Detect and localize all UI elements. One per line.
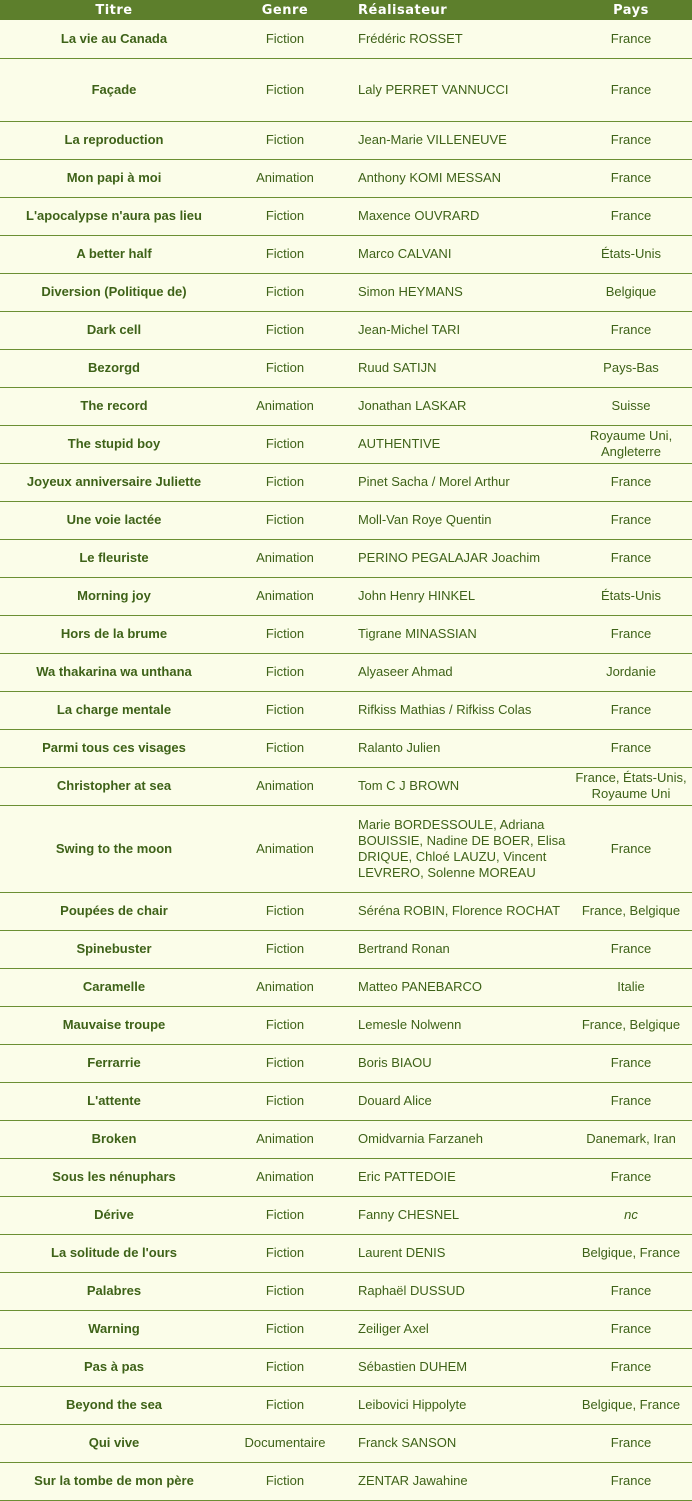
table-row [0, 729, 692, 767]
header-director: Réalisateur [342, 0, 570, 20]
cell-title: La vie au Canada [0, 20, 228, 58]
cell-director: AUTHENTIVE [342, 425, 570, 463]
table-row [0, 577, 692, 615]
cell-genre: Fiction [228, 1348, 342, 1386]
cell-title: L'attente [0, 1082, 228, 1120]
cell-director: Matteo PANEBARCO [342, 968, 570, 1006]
cell-director: Alyaseer Ahmad [342, 653, 570, 691]
cell-country: France, Belgique [570, 1006, 692, 1044]
cell-title: Hors de la brume [0, 615, 228, 653]
cell-title: Sous les nénuphars [0, 1158, 228, 1196]
cell-director: Boris BIAOU [342, 1044, 570, 1082]
cell-title: Joyeux anniversaire Juliette [0, 463, 228, 501]
table-row [0, 1386, 692, 1424]
table-row [0, 121, 692, 159]
cell-country: France [570, 501, 692, 539]
cell-country: France [570, 1310, 692, 1348]
table-row [0, 805, 692, 892]
table-row [0, 539, 692, 577]
cell-genre: Fiction [228, 235, 342, 273]
cell-genre: Fiction [228, 311, 342, 349]
cell-genre: Fiction [228, 425, 342, 463]
cell-genre: Animation [228, 767, 342, 805]
cell-director: Pinet Sacha / Morel Arthur [342, 463, 570, 501]
cell-country: France [570, 159, 692, 197]
cell-country: France [570, 1462, 692, 1500]
cell-title: La reproduction [0, 121, 228, 159]
cell-title: Mon papi à moi [0, 159, 228, 197]
cell-genre: Fiction [228, 197, 342, 235]
table-row [0, 767, 692, 805]
cell-genre: Fiction [228, 1044, 342, 1082]
cell-director: Frédéric ROSSET [342, 20, 570, 58]
cell-director: Séréna ROBIN, Florence ROCHAT [342, 892, 570, 930]
header-country: Pays [570, 0, 692, 20]
cell-title: Palabres [0, 1272, 228, 1310]
cell-genre: Animation [228, 387, 342, 425]
cell-director: Franck SANSON [342, 1424, 570, 1462]
cell-title: Diversion (Politique de) [0, 273, 228, 311]
cell-director: Zeiliger Axel [342, 1310, 570, 1348]
cell-country: France [570, 1158, 692, 1196]
cell-director: Jean-Marie VILLENEUVE [342, 121, 570, 159]
cell-genre: Animation [228, 968, 342, 1006]
cell-title: Qui vive [0, 1424, 228, 1462]
cell-director: Douard Alice [342, 1082, 570, 1120]
cell-country: France [570, 121, 692, 159]
table-row [0, 20, 692, 58]
cell-director: Fanny CHESNEL [342, 1196, 570, 1234]
table-row [0, 1120, 692, 1158]
table-row [0, 691, 692, 729]
cell-genre: Fiction [228, 1082, 342, 1120]
cell-genre: Fiction [228, 58, 342, 121]
table-row [0, 1462, 692, 1500]
cell-director: Jean-Michel TARI [342, 311, 570, 349]
cell-country: Belgique, France [570, 1234, 692, 1272]
cell-country: Jordanie [570, 653, 692, 691]
cell-director: Rifkiss Mathias / Rifkiss Colas [342, 691, 570, 729]
cell-director: Anthony KOMI MESSAN [342, 159, 570, 197]
cell-country: France, États-Unis, Royaume Uni [570, 767, 692, 805]
cell-title: Ferrarrie [0, 1044, 228, 1082]
table-row [0, 1310, 692, 1348]
cell-country: Pays-Bas [570, 349, 692, 387]
cell-country: France [570, 463, 692, 501]
cell-country: France [570, 1044, 692, 1082]
table-row [0, 615, 692, 653]
table-row [0, 1082, 692, 1120]
cell-title: L'apocalypse n'aura pas lieu [0, 197, 228, 235]
cell-genre: Fiction [228, 1462, 342, 1500]
table-row [0, 349, 692, 387]
cell-title: Poupées de chair [0, 892, 228, 930]
cell-director: Marco CALVANI [342, 235, 570, 273]
cell-genre: Animation [228, 159, 342, 197]
cell-genre: Fiction [228, 1234, 342, 1272]
cell-genre: Fiction [228, 615, 342, 653]
cell-genre: Fiction [228, 930, 342, 968]
cell-genre: Animation [228, 1158, 342, 1196]
cell-genre: Fiction [228, 653, 342, 691]
cell-title: Bezorgd [0, 349, 228, 387]
cell-director: PERINO PEGALAJAR Joachim [342, 539, 570, 577]
table-row [0, 1234, 692, 1272]
cell-country: France, Belgique [570, 892, 692, 930]
cell-director: Lemesle Nolwenn [342, 1006, 570, 1044]
cell-director: Tom C J BROWN [342, 767, 570, 805]
cell-genre: Fiction [228, 1006, 342, 1044]
cell-genre: Fiction [228, 1386, 342, 1424]
table-row [0, 1196, 692, 1234]
cell-title: Parmi tous ces visages [0, 729, 228, 767]
table-row [0, 892, 692, 930]
cell-country: France [570, 58, 692, 121]
table-row [0, 930, 692, 968]
cell-title: La charge mentale [0, 691, 228, 729]
cell-genre: Animation [228, 539, 342, 577]
table-row [0, 1158, 692, 1196]
cell-director: Bertrand Ronan [342, 930, 570, 968]
table-row [0, 197, 692, 235]
cell-title: Dark cell [0, 311, 228, 349]
cell-country: France [570, 615, 692, 653]
table-row [0, 387, 692, 425]
cell-country: France [570, 1348, 692, 1386]
cell-country: Suisse [570, 387, 692, 425]
table-row [0, 159, 692, 197]
cell-country: Royaume Uni, Angleterre [570, 425, 692, 463]
table-row [0, 235, 692, 273]
table-row [0, 58, 692, 121]
cell-genre: Documentaire [228, 1424, 342, 1462]
cell-country: Italie [570, 968, 692, 1006]
cell-director: Eric PATTEDOIE [342, 1158, 570, 1196]
cell-title: The stupid boy [0, 425, 228, 463]
cell-genre: Fiction [228, 691, 342, 729]
cell-title: Le fleuriste [0, 539, 228, 577]
cell-country: États-Unis [570, 577, 692, 615]
cell-director: Omidvarnia Farzaneh [342, 1120, 570, 1158]
table-row [0, 463, 692, 501]
cell-country: France [570, 20, 692, 58]
cell-director: Ruud SATIJN [342, 349, 570, 387]
cell-country: Belgique, France [570, 1386, 692, 1424]
cell-country: France [570, 691, 692, 729]
cell-genre: Animation [228, 1120, 342, 1158]
cell-title: Spinebuster [0, 930, 228, 968]
cell-title: Wa thakarina wa unthana [0, 653, 228, 691]
cell-genre: Animation [228, 577, 342, 615]
cell-genre: Fiction [228, 1310, 342, 1348]
cell-title: Pas à pas [0, 1348, 228, 1386]
cell-director: John Henry HINKEL [342, 577, 570, 615]
cell-title: Sur la tombe de mon père [0, 1462, 228, 1500]
table-row [0, 653, 692, 691]
cell-country: France [570, 805, 692, 892]
table-row [0, 501, 692, 539]
header-genre: Genre [228, 0, 342, 20]
cell-title: Swing to the moon [0, 805, 228, 892]
cell-director: Laly PERRET VANNUCCI [342, 58, 570, 121]
cell-country: France [570, 539, 692, 577]
table-row [0, 1424, 692, 1462]
cell-director: Simon HEYMANS [342, 273, 570, 311]
table-row [0, 273, 692, 311]
cell-genre: Animation [228, 805, 342, 892]
cell-genre: Fiction [228, 463, 342, 501]
cell-country: France [570, 1424, 692, 1462]
cell-title: Morning joy [0, 577, 228, 615]
cell-country: nc [570, 1196, 692, 1234]
cell-director: ZENTAR Jawahine [342, 1462, 570, 1500]
cell-country: Belgique [570, 273, 692, 311]
cell-title: Mauvaise troupe [0, 1006, 228, 1044]
cell-title: Christopher at sea [0, 767, 228, 805]
cell-country: France [570, 197, 692, 235]
cell-country: France [570, 930, 692, 968]
cell-country: États-Unis [570, 235, 692, 273]
cell-director: Tigrane MINASSIAN [342, 615, 570, 653]
cell-country: France [570, 1272, 692, 1310]
cell-title: The record [0, 387, 228, 425]
cell-title: Façade [0, 58, 228, 121]
cell-director: Sébastien DUHEM [342, 1348, 570, 1386]
cell-title: A better half [0, 235, 228, 273]
cell-genre: Fiction [228, 892, 342, 930]
cell-genre: Fiction [228, 349, 342, 387]
cell-country: Danemark, Iran [570, 1120, 692, 1158]
table-row [0, 1272, 692, 1310]
header-title: Titre [0, 0, 228, 20]
table-row [0, 1044, 692, 1082]
cell-director: Laurent DENIS [342, 1234, 570, 1272]
cell-director: Moll-Van Roye Quentin [342, 501, 570, 539]
table-row [0, 311, 692, 349]
cell-country: France [570, 1082, 692, 1120]
cell-country: France [570, 729, 692, 767]
cell-title: Beyond the sea [0, 1386, 228, 1424]
cell-genre: Fiction [228, 501, 342, 539]
header-row [0, 0, 692, 20]
cell-director: Jonathan LASKAR [342, 387, 570, 425]
cell-title: Caramelle [0, 968, 228, 1006]
cell-genre: Fiction [228, 1272, 342, 1310]
cell-director: Ralanto Julien [342, 729, 570, 767]
cell-director: Maxence OUVRARD [342, 197, 570, 235]
table-row [0, 1348, 692, 1386]
cell-genre: Fiction [228, 273, 342, 311]
table-row [0, 968, 692, 1006]
cell-genre: Fiction [228, 1196, 342, 1234]
table-row [0, 1006, 692, 1044]
cell-genre: Fiction [228, 121, 342, 159]
cell-genre: Fiction [228, 20, 342, 58]
cell-title: Une voie lactée [0, 501, 228, 539]
cell-title: Dérive [0, 1196, 228, 1234]
cell-title: Broken [0, 1120, 228, 1158]
cell-director: Marie BORDESSOULE, Adriana BOUISSIE, Nadine DE BOER, Elisa DRIQUE, Chloé LAUZU, Vincent LEVRERO, Solenne MOREAU [342, 805, 570, 892]
cell-title: Warning [0, 1310, 228, 1348]
cell-country: France [570, 311, 692, 349]
table-row [0, 425, 692, 463]
cell-genre: Fiction [228, 729, 342, 767]
cell-director: Leibovici Hippolyte [342, 1386, 570, 1424]
cell-director: Raphaël DUSSUD [342, 1272, 570, 1310]
cell-title: La solitude de l'ours [0, 1234, 228, 1272]
